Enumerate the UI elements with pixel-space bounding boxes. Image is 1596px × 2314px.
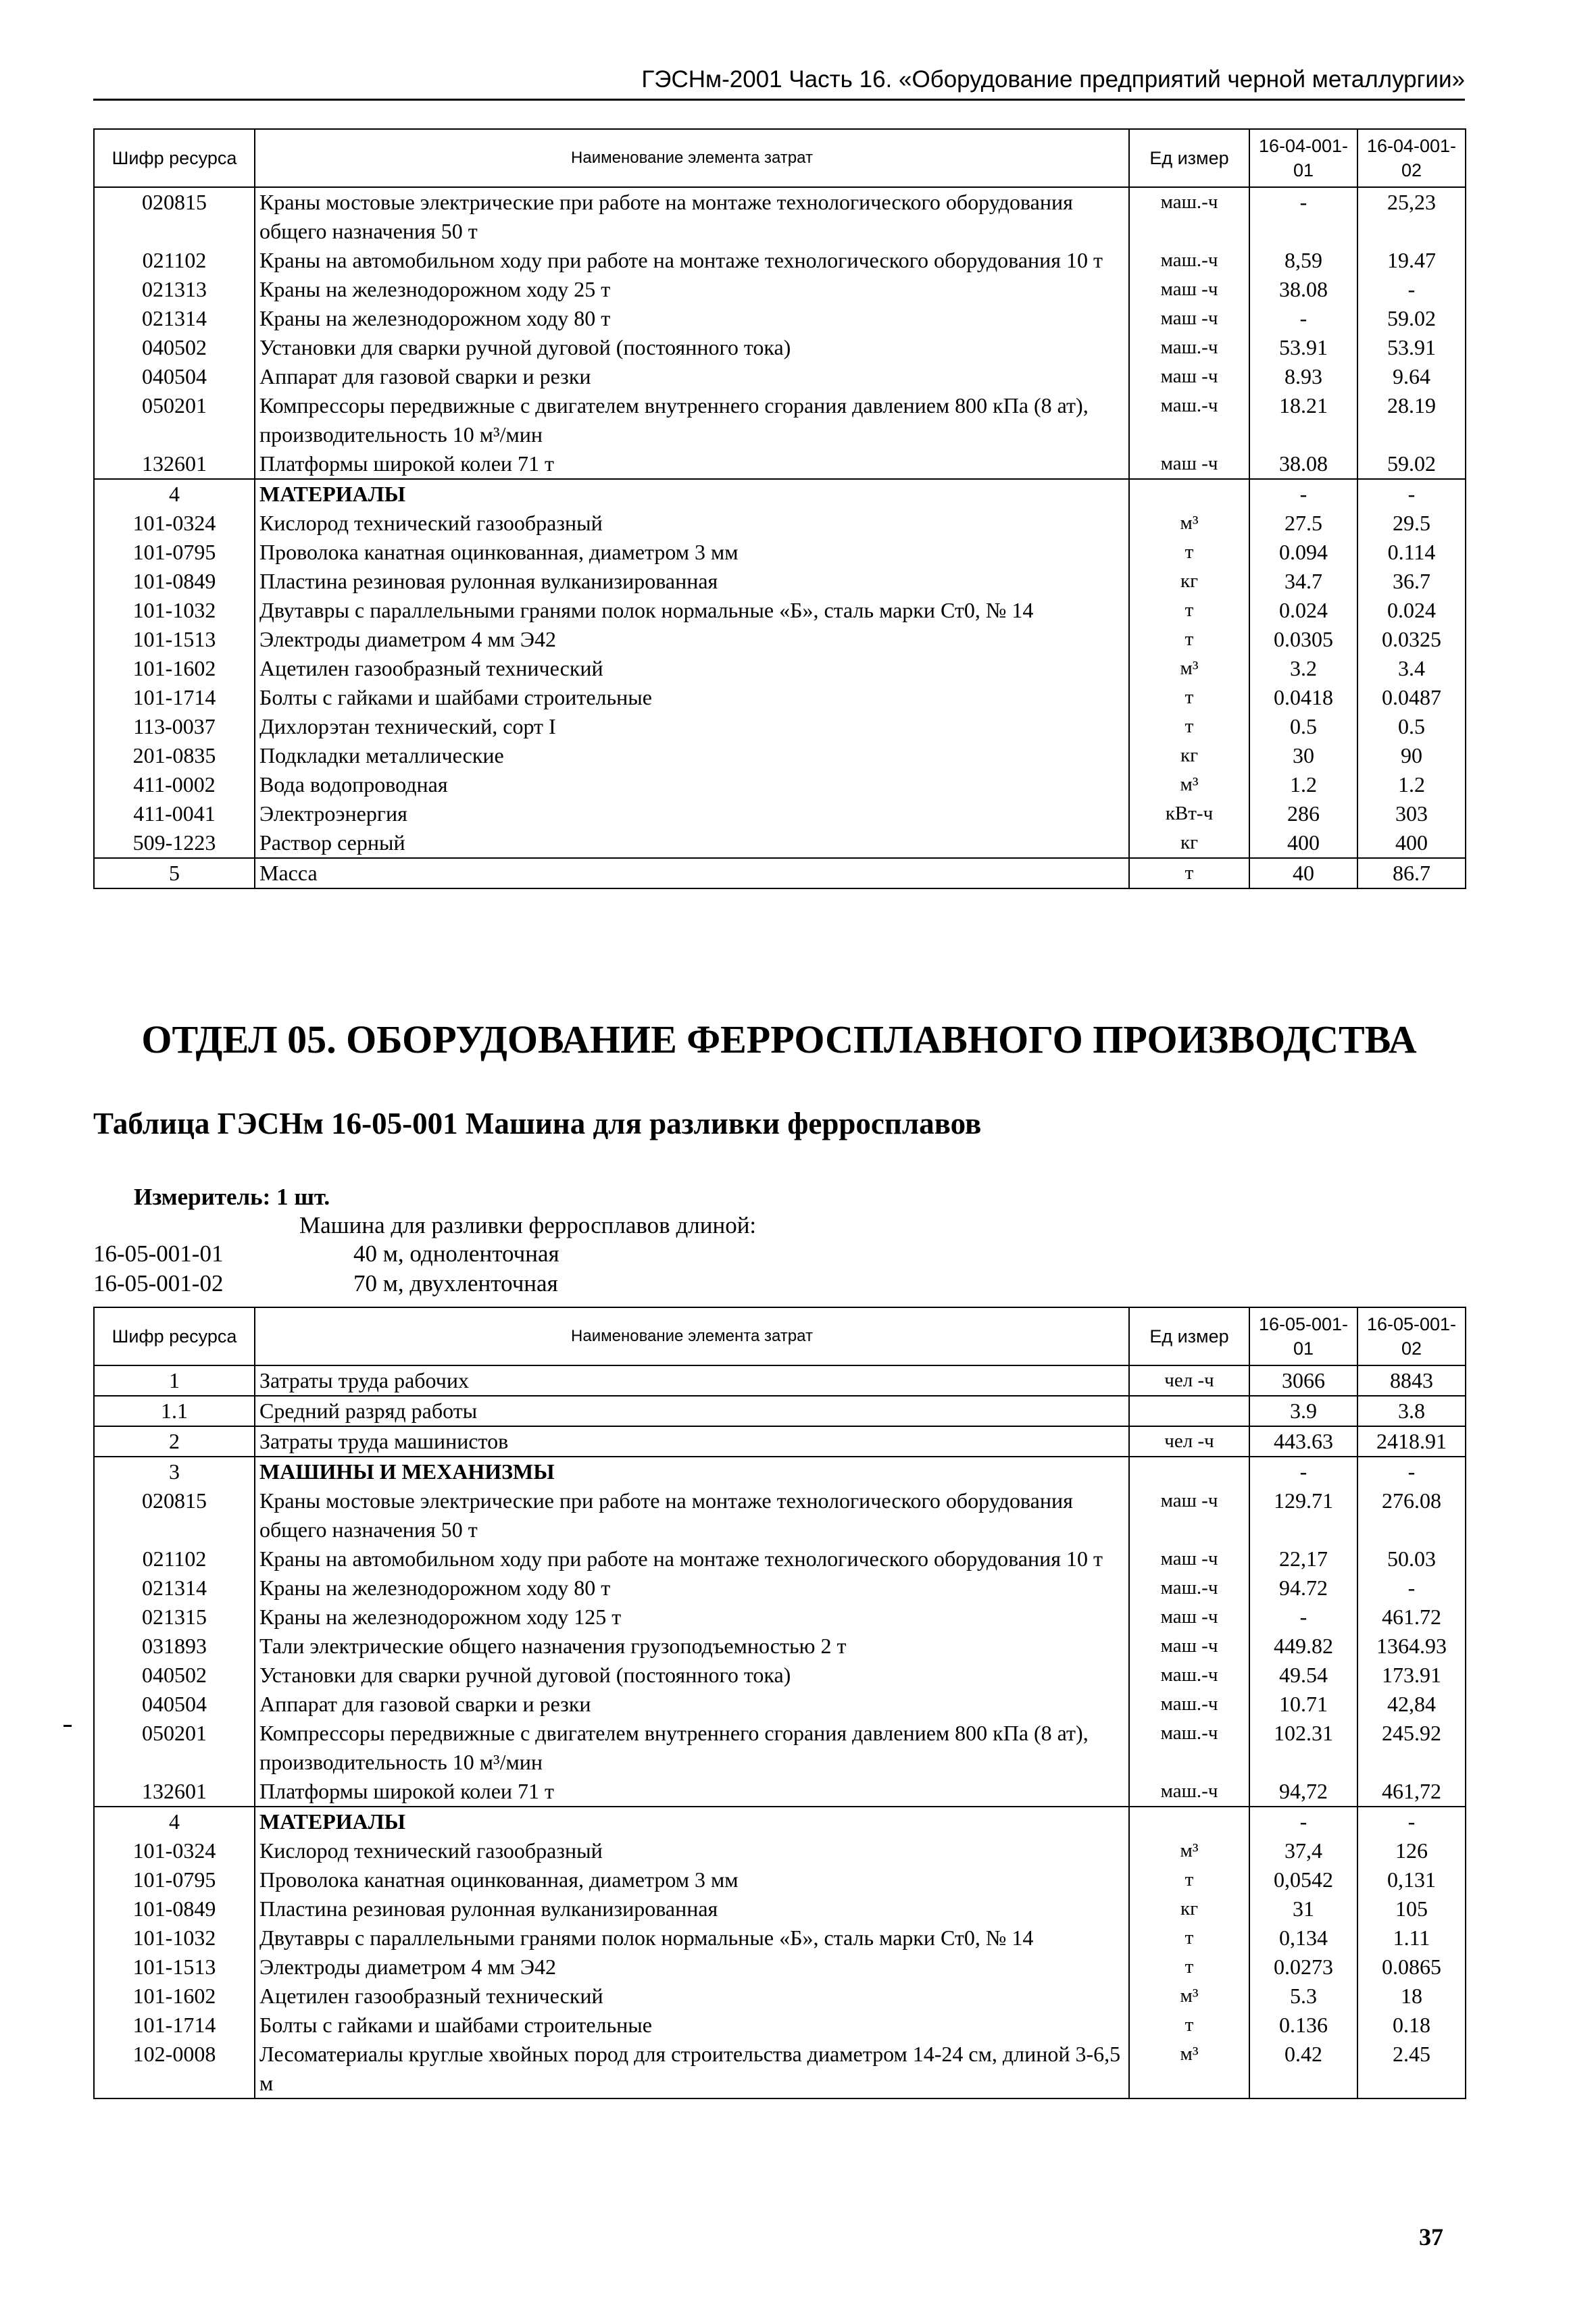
cell-name: Дихлорэтан технический, сорт I xyxy=(255,712,1129,741)
cell-name: Компрессоры передвижные с двигателем внутреннего сгорания давлением 800 кПа (8 ат), производительность 10 м³/мин xyxy=(255,391,1129,449)
cell-code: 102-0008 xyxy=(94,2040,255,2098)
cell-variant-1: 18.21 xyxy=(1249,391,1357,449)
cell-name: Пластина резиновая рулонная вулканизированная xyxy=(255,1894,1129,1923)
cell-code: 020815 xyxy=(94,1486,255,1544)
cell-unit: кг xyxy=(1129,567,1249,596)
cell-code: 040502 xyxy=(94,1661,255,1690)
table-row xyxy=(94,741,1466,770)
cell-code: 1 xyxy=(94,1365,255,1396)
cell-variant-1: 94,72 xyxy=(1249,1777,1357,1807)
cell-name: Лесоматериалы круглые хвойных пород для строительства диаметром 14-24 см, длиной 3-6,5 м xyxy=(255,2040,1129,2098)
cell-code: 040502 xyxy=(94,333,255,362)
cell-variant-1: 31 xyxy=(1249,1894,1357,1923)
cell-unit: маш -ч xyxy=(1129,1603,1249,1632)
cell-code: 021313 xyxy=(94,275,255,304)
cell-name: Масса xyxy=(255,858,1129,888)
cell-variant-1: 0.0418 xyxy=(1249,683,1357,712)
cell-name: Краны на автомобильном ходу при работе на монтаже технологического оборудования 10 т xyxy=(255,1544,1129,1574)
table-row xyxy=(94,683,1466,712)
table-row xyxy=(94,304,1466,333)
cell-code: 101-0795 xyxy=(94,1865,255,1894)
section-row xyxy=(94,1807,1466,1836)
cell-variant-1: - xyxy=(1249,1603,1357,1632)
table-row xyxy=(94,1486,1466,1544)
cell-code: 101-1602 xyxy=(94,1982,255,2011)
cell-code: 050201 xyxy=(94,1719,255,1777)
table-body xyxy=(94,1365,1466,2098)
cell-variant-2: 461,72 xyxy=(1357,1777,1466,1807)
cell-unit: маш -ч xyxy=(1129,304,1249,333)
cell-name: Затраты труда машинистов xyxy=(255,1426,1129,1457)
table-row xyxy=(94,1836,1466,1865)
section-row xyxy=(94,858,1466,888)
cell-code: 509-1223 xyxy=(94,828,255,858)
cell-code: 101-0324 xyxy=(94,509,255,538)
cell-unit xyxy=(1129,1396,1249,1426)
cell-variant-2: 59.02 xyxy=(1357,304,1466,333)
cell-name: Краны на автомобильном ходу при работе на монтаже технологического оборудования 10 т xyxy=(255,246,1129,275)
cell-unit: маш.-ч xyxy=(1129,391,1249,449)
cell-variant-2: 0.024 xyxy=(1357,596,1466,625)
cell-code: 101-1513 xyxy=(94,1953,255,1982)
cell-unit: м³ xyxy=(1129,2040,1249,2098)
cell-code: 040504 xyxy=(94,1690,255,1719)
table-row xyxy=(94,1865,1466,1894)
table-row xyxy=(94,1632,1466,1661)
cell-unit: маш -ч xyxy=(1129,275,1249,304)
cell-code: 132601 xyxy=(94,1777,255,1807)
table-row xyxy=(94,712,1466,741)
cell-variant-2: 245.92 xyxy=(1357,1719,1466,1777)
cell-variant-2: - xyxy=(1357,1807,1466,1836)
cell-name: Краны мостовые электрические при работе на монтаже технологического оборудования общего назначения 50 т xyxy=(255,187,1129,246)
cell-code: 2 xyxy=(94,1426,255,1457)
measure-description: Машина для разливки ферросплавов длиной: xyxy=(299,1212,757,1238)
cell-variant-2: 0.0865 xyxy=(1357,1953,1466,1982)
cell-variant-1: 3066 xyxy=(1249,1365,1357,1396)
measure-item-text: 40 м, одноленточная xyxy=(353,1240,559,1267)
section-row xyxy=(94,479,1466,509)
cell-name: Средний разряд работы xyxy=(255,1396,1129,1426)
cell-unit: маш.-ч xyxy=(1129,1574,1249,1603)
cell-name: Затраты труда рабочих xyxy=(255,1365,1129,1396)
col-header-unit: Ед измер xyxy=(1129,1307,1249,1365)
cell-code: 101-1032 xyxy=(94,1923,255,1953)
table-row xyxy=(94,1426,1466,1457)
cell-unit: маш.-ч xyxy=(1129,1661,1249,1690)
table-row xyxy=(94,391,1466,449)
cell-unit: маш -ч xyxy=(1129,1486,1249,1544)
cell-name: МАТЕРИАЛЫ xyxy=(255,1807,1129,1836)
cell-variant-2: 400 xyxy=(1357,828,1466,858)
cell-variant-2: 42,84 xyxy=(1357,1690,1466,1719)
table-row xyxy=(94,1894,1466,1923)
cell-name: Электроэнергия xyxy=(255,799,1129,828)
cell-name: Кислород технический газообразный xyxy=(255,509,1129,538)
cell-code: 020815 xyxy=(94,187,255,246)
cell-variant-1: 49.54 xyxy=(1249,1661,1357,1690)
measure-item-code: 16-05-001-01 xyxy=(93,1240,224,1267)
cell-name: Двутавры с параллельными гранями полок нормальные «Б», сталь марки Ст0, № 14 xyxy=(255,1923,1129,1953)
cell-variant-2: 90 xyxy=(1357,741,1466,770)
table-row xyxy=(94,509,1466,538)
table-row xyxy=(94,770,1466,799)
cell-name: Тали электрические общего назначения грузоподъемностью 2 т xyxy=(255,1632,1129,1661)
cell-code: 101-1032 xyxy=(94,596,255,625)
cell-variant-1: 0.136 xyxy=(1249,2011,1357,2040)
cell-variant-1: 10.71 xyxy=(1249,1690,1357,1719)
cell-unit: т xyxy=(1129,712,1249,741)
cell-name: Краны на железнодорожном ходу 80 т xyxy=(255,1574,1129,1603)
cell-variant-2: 0.0325 xyxy=(1357,625,1466,654)
page-number: 37 xyxy=(1419,2223,1443,2250)
cell-variant-2: 105 xyxy=(1357,1894,1466,1923)
cell-variant-2: 19.47 xyxy=(1357,246,1466,275)
cell-code: 4 xyxy=(94,1807,255,1836)
cell-variant-1: 0.42 xyxy=(1249,2040,1357,2098)
cell-unit: т xyxy=(1129,1865,1249,1894)
cell-code: 021314 xyxy=(94,304,255,333)
table-row xyxy=(94,187,1466,246)
cell-name: Болты с гайками и шайбами строительные xyxy=(255,683,1129,712)
cell-code: 4 xyxy=(94,479,255,509)
table-body xyxy=(94,187,1466,888)
cell-name: Установки для сварки ручной дуговой (постоянного тока) xyxy=(255,333,1129,362)
table-row xyxy=(94,362,1466,391)
cell-name: Краны на железнодорожном ходу 25 т xyxy=(255,275,1129,304)
cell-unit: т xyxy=(1129,625,1249,654)
cell-variant-1: 38.08 xyxy=(1249,275,1357,304)
table-row xyxy=(94,1365,1466,1396)
table-title: Таблица ГЭСНм 16-05-001 Машина для разливки ферросплавов xyxy=(93,1107,982,1140)
table-row xyxy=(94,2040,1466,2098)
cell-variant-2: 0.18 xyxy=(1357,2011,1466,2040)
cell-name: Установки для сварки ручной дуговой (постоянного тока) xyxy=(255,1661,1129,1690)
table-row xyxy=(94,2011,1466,2040)
cell-variant-2: 461.72 xyxy=(1357,1603,1466,1632)
cell-variant-2: 303 xyxy=(1357,799,1466,828)
cell-variant-1: 40 xyxy=(1249,858,1357,888)
cell-variant-2: 25,23 xyxy=(1357,187,1466,246)
cell-code: 031893 xyxy=(94,1632,255,1661)
cell-unit: м³ xyxy=(1129,770,1249,799)
col-header-variant-1: 16-04-001-01 xyxy=(1249,129,1357,187)
cell-variant-2: 28.19 xyxy=(1357,391,1466,449)
cell-variant-1: 129.71 xyxy=(1249,1486,1357,1544)
cell-name: Платформы широкой колеи 71 т xyxy=(255,1777,1129,1807)
section-row xyxy=(94,1457,1466,1486)
cell-name: Аппарат для газовой сварки и резки xyxy=(255,1690,1129,1719)
cell-variant-2: 0.114 xyxy=(1357,538,1466,567)
col-header-name: Наименование элемента затрат xyxy=(255,1307,1129,1365)
cell-variant-2: 59.02 xyxy=(1357,449,1466,479)
cell-variant-1: 0.0273 xyxy=(1249,1953,1357,1982)
cell-variant-1: 286 xyxy=(1249,799,1357,828)
cell-name: Краны мостовые электрические при работе на монтаже технологического оборудования общего назначения 50 т xyxy=(255,1486,1129,1544)
col-header-name: Наименование элемента затрат xyxy=(255,129,1129,187)
cell-variant-1: - xyxy=(1249,1807,1357,1836)
cell-unit: т xyxy=(1129,683,1249,712)
cell-code: 101-0795 xyxy=(94,538,255,567)
cell-unit: маш -ч xyxy=(1129,1544,1249,1574)
cell-variant-2: 53.91 xyxy=(1357,333,1466,362)
cell-name: МАТЕРИАЛЫ xyxy=(255,479,1129,509)
cell-variant-1: 0.0305 xyxy=(1249,625,1357,654)
cell-variant-1: - xyxy=(1249,187,1357,246)
cell-code: 101-0849 xyxy=(94,1894,255,1923)
cell-code: 101-0849 xyxy=(94,567,255,596)
cell-unit: маш.-ч xyxy=(1129,187,1249,246)
cell-unit xyxy=(1129,479,1249,509)
cell-name: Вода водопроводная xyxy=(255,770,1129,799)
cell-variant-2: - xyxy=(1357,1457,1466,1486)
cell-code: 5 xyxy=(94,858,255,888)
cell-variant-1: 1.2 xyxy=(1249,770,1357,799)
cell-variant-1: 400 xyxy=(1249,828,1357,858)
cell-code: 021314 xyxy=(94,1574,255,1603)
cell-variant-1: 27.5 xyxy=(1249,509,1357,538)
margin-mark xyxy=(64,1725,72,1727)
cell-unit: чел -ч xyxy=(1129,1365,1249,1396)
cell-variant-2: 276.08 xyxy=(1357,1486,1466,1544)
table-row xyxy=(94,333,1466,362)
cell-variant-1: 449.82 xyxy=(1249,1632,1357,1661)
cell-code: 021315 xyxy=(94,1603,255,1632)
measure-item-code: 16-05-001-02 xyxy=(93,1270,224,1297)
cell-code: 101-1602 xyxy=(94,654,255,683)
cell-unit: т xyxy=(1129,1953,1249,1982)
cell-variant-1: 30 xyxy=(1249,741,1357,770)
cell-variant-2: 1364.93 xyxy=(1357,1632,1466,1661)
cell-unit: маш.-ч xyxy=(1129,246,1249,275)
cell-name: Электроды диаметром 4 мм Э42 xyxy=(255,1953,1129,1982)
cell-variant-1: - xyxy=(1249,1457,1357,1486)
table-row xyxy=(94,1544,1466,1574)
cell-unit: маш -ч xyxy=(1129,362,1249,391)
table-row xyxy=(94,1923,1466,1953)
cell-name: Аппарат для газовой сварки и резки xyxy=(255,362,1129,391)
table-row xyxy=(94,246,1466,275)
cell-variant-1: 53.91 xyxy=(1249,333,1357,362)
cell-unit: м³ xyxy=(1129,1982,1249,2011)
cell-unit: чел -ч xyxy=(1129,1426,1249,1457)
table-row xyxy=(94,654,1466,683)
cell-variant-1: 0.094 xyxy=(1249,538,1357,567)
cell-variant-1: 0.024 xyxy=(1249,596,1357,625)
cell-unit: т xyxy=(1129,858,1249,888)
table-row xyxy=(94,449,1466,479)
cell-name: Краны на железнодорожном ходу 125 т xyxy=(255,1603,1129,1632)
cell-name: Компрессоры передвижные с двигателем внутреннего сгорания давлением 800 кПа (8 ат), производительность 10 м³/мин xyxy=(255,1719,1129,1777)
col-header-variant-2: 16-05-001-02 xyxy=(1357,1307,1466,1365)
cell-code: 411-0041 xyxy=(94,799,255,828)
cell-variant-2: - xyxy=(1357,479,1466,509)
running-header: ГЭСНм-2001 Часть 16. «Оборудование предприятий черной металлургии» xyxy=(93,66,1465,101)
table-header-row xyxy=(94,129,1466,187)
table-row xyxy=(94,625,1466,654)
measure-item-text: 70 м, двухленточная xyxy=(353,1270,558,1297)
cell-unit: т xyxy=(1129,538,1249,567)
cell-unit: маш -ч xyxy=(1129,1632,1249,1661)
cell-variant-1: 8,59 xyxy=(1249,246,1357,275)
cell-name: Ацетилен газообразный технический xyxy=(255,1982,1129,2011)
cell-variant-2: 173.91 xyxy=(1357,1661,1466,1690)
cell-variant-1: 443.63 xyxy=(1249,1426,1357,1457)
table-row xyxy=(94,596,1466,625)
cell-unit: кВт-ч xyxy=(1129,799,1249,828)
cell-variant-2: 0.0487 xyxy=(1357,683,1466,712)
cell-variant-2: 29.5 xyxy=(1357,509,1466,538)
section-title: ОТДЕЛ 05. ОБОРУДОВАНИЕ ФЕРРОСПЛАВНОГО ПРОИЗВОДСТВА xyxy=(141,1017,1417,1061)
cell-variant-2: 18 xyxy=(1357,1982,1466,2011)
cell-name: Болты с гайками и шайбами строительные xyxy=(255,2011,1129,2040)
resource-table-16-05-001 xyxy=(93,1307,1466,2099)
cell-unit xyxy=(1129,1807,1249,1836)
cell-variant-1: 38.08 xyxy=(1249,449,1357,479)
cell-code: 101-1714 xyxy=(94,683,255,712)
cell-unit: м³ xyxy=(1129,1836,1249,1865)
cell-name: МАШИНЫ И МЕХАНИЗМЫ xyxy=(255,1457,1129,1486)
cell-variant-1: 0,0542 xyxy=(1249,1865,1357,1894)
cell-variant-1: 22,17 xyxy=(1249,1544,1357,1574)
cell-variant-1: 94.72 xyxy=(1249,1574,1357,1603)
cell-variant-1: - xyxy=(1249,304,1357,333)
table-row xyxy=(94,1777,1466,1807)
cell-variant-1: 0,134 xyxy=(1249,1923,1357,1953)
measure-line xyxy=(134,1184,330,1211)
cell-code: 101-0324 xyxy=(94,1836,255,1865)
measure-label: Измеритель: xyxy=(134,1184,271,1210)
cell-code: 113-0037 xyxy=(94,712,255,741)
cell-unit: кг xyxy=(1129,1894,1249,1923)
cell-variant-1: 102.31 xyxy=(1249,1719,1357,1777)
cell-unit: т xyxy=(1129,2011,1249,2040)
cell-unit: т xyxy=(1129,596,1249,625)
cell-variant-1: 3.9 xyxy=(1249,1396,1357,1426)
cell-variant-1: - xyxy=(1249,479,1357,509)
cell-variant-2: 86.7 xyxy=(1357,858,1466,888)
cell-variant-2: 2.45 xyxy=(1357,2040,1466,2098)
cell-code: 021102 xyxy=(94,1544,255,1574)
cell-variant-1: 5.3 xyxy=(1249,1982,1357,2011)
cell-code: 1.1 xyxy=(94,1396,255,1426)
table-row xyxy=(94,1396,1466,1426)
table-row xyxy=(94,799,1466,828)
cell-name: Кислород технический газообразный xyxy=(255,1836,1129,1865)
table-row xyxy=(94,1603,1466,1632)
table-row xyxy=(94,567,1466,596)
table-row xyxy=(94,1953,1466,1982)
table-row xyxy=(94,828,1466,858)
cell-unit: маш -ч xyxy=(1129,449,1249,479)
cell-name: Раствор серный xyxy=(255,828,1129,858)
cell-unit: маш.-ч xyxy=(1129,1690,1249,1719)
cell-variant-2: 0.5 xyxy=(1357,712,1466,741)
measure-value: 1 шт. xyxy=(276,1184,330,1210)
cell-variant-2: 3.8 xyxy=(1357,1396,1466,1426)
col-header-code: Шифр ресурса xyxy=(94,1307,255,1365)
cell-unit: маш.-ч xyxy=(1129,333,1249,362)
cell-unit: м³ xyxy=(1129,509,1249,538)
cell-variant-1: 0.5 xyxy=(1249,712,1357,741)
table-row xyxy=(94,1690,1466,1719)
col-header-unit: Ед измер xyxy=(1129,129,1249,187)
table-row xyxy=(94,1982,1466,2011)
cell-code: 040504 xyxy=(94,362,255,391)
cell-code: 3 xyxy=(94,1457,255,1486)
cell-code: 101-1714 xyxy=(94,2011,255,2040)
table-row xyxy=(94,1574,1466,1603)
cell-name: Платформы широкой колеи 71 т xyxy=(255,449,1129,479)
cell-unit: т xyxy=(1129,1923,1249,1953)
cell-name: Проволока канатная оцинкованная, диаметром 3 мм xyxy=(255,1865,1129,1894)
cell-variant-2: 9.64 xyxy=(1357,362,1466,391)
cell-variant-1: 8.93 xyxy=(1249,362,1357,391)
cell-code: 101-1513 xyxy=(94,625,255,654)
table-row xyxy=(94,538,1466,567)
cell-unit: кг xyxy=(1129,828,1249,858)
cell-variant-2: 36.7 xyxy=(1357,567,1466,596)
cell-variant-2: 3.4 xyxy=(1357,654,1466,683)
cell-code: 411-0002 xyxy=(94,770,255,799)
cell-unit: кг xyxy=(1129,741,1249,770)
table-row xyxy=(94,275,1466,304)
cell-variant-2: 8843 xyxy=(1357,1365,1466,1396)
cell-name: Краны на железнодорожном ходу 80 т xyxy=(255,304,1129,333)
resource-table-16-04-001 xyxy=(93,128,1466,889)
cell-variant-2: - xyxy=(1357,1574,1466,1603)
cell-variant-2: 1.11 xyxy=(1357,1923,1466,1953)
col-header-variant-1: 16-05-001-01 xyxy=(1249,1307,1357,1365)
cell-name: Проволока канатная оцинкованная, диаметром 3 мм xyxy=(255,538,1129,567)
cell-variant-2: 0,131 xyxy=(1357,1865,1466,1894)
table-row xyxy=(94,1719,1466,1777)
cell-variant-2: 2418.91 xyxy=(1357,1426,1466,1457)
cell-variant-1: 34.7 xyxy=(1249,567,1357,596)
cell-variant-2: 50.03 xyxy=(1357,1544,1466,1574)
cell-code: 132601 xyxy=(94,449,255,479)
cell-variant-2: 126 xyxy=(1357,1836,1466,1865)
cell-code: 021102 xyxy=(94,246,255,275)
cell-name: Ацетилен газообразный технический xyxy=(255,654,1129,683)
table-row xyxy=(94,1661,1466,1690)
cell-name: Двутавры с параллельными гранями полок нормальные «Б», сталь марки Ст0, № 14 xyxy=(255,596,1129,625)
col-header-code: Шифр ресурса xyxy=(94,129,255,187)
cell-unit: маш.-ч xyxy=(1129,1719,1249,1777)
cell-unit xyxy=(1129,1457,1249,1486)
cell-name: Пластина резиновая рулонная вулканизированная xyxy=(255,567,1129,596)
cell-variant-2: - xyxy=(1357,275,1466,304)
cell-variant-1: 37,4 xyxy=(1249,1836,1357,1865)
cell-unit: маш.-ч xyxy=(1129,1777,1249,1807)
cell-code: 050201 xyxy=(94,391,255,449)
cell-code: 201-0835 xyxy=(94,741,255,770)
cell-name: Электроды диаметром 4 мм Э42 xyxy=(255,625,1129,654)
cell-variant-2: 1.2 xyxy=(1357,770,1466,799)
cell-name: Подкладки металлические xyxy=(255,741,1129,770)
cell-unit: м³ xyxy=(1129,654,1249,683)
cell-variant-1: 3.2 xyxy=(1249,654,1357,683)
col-header-variant-2: 16-04-001-02 xyxy=(1357,129,1466,187)
table-header-row xyxy=(94,1307,1466,1365)
